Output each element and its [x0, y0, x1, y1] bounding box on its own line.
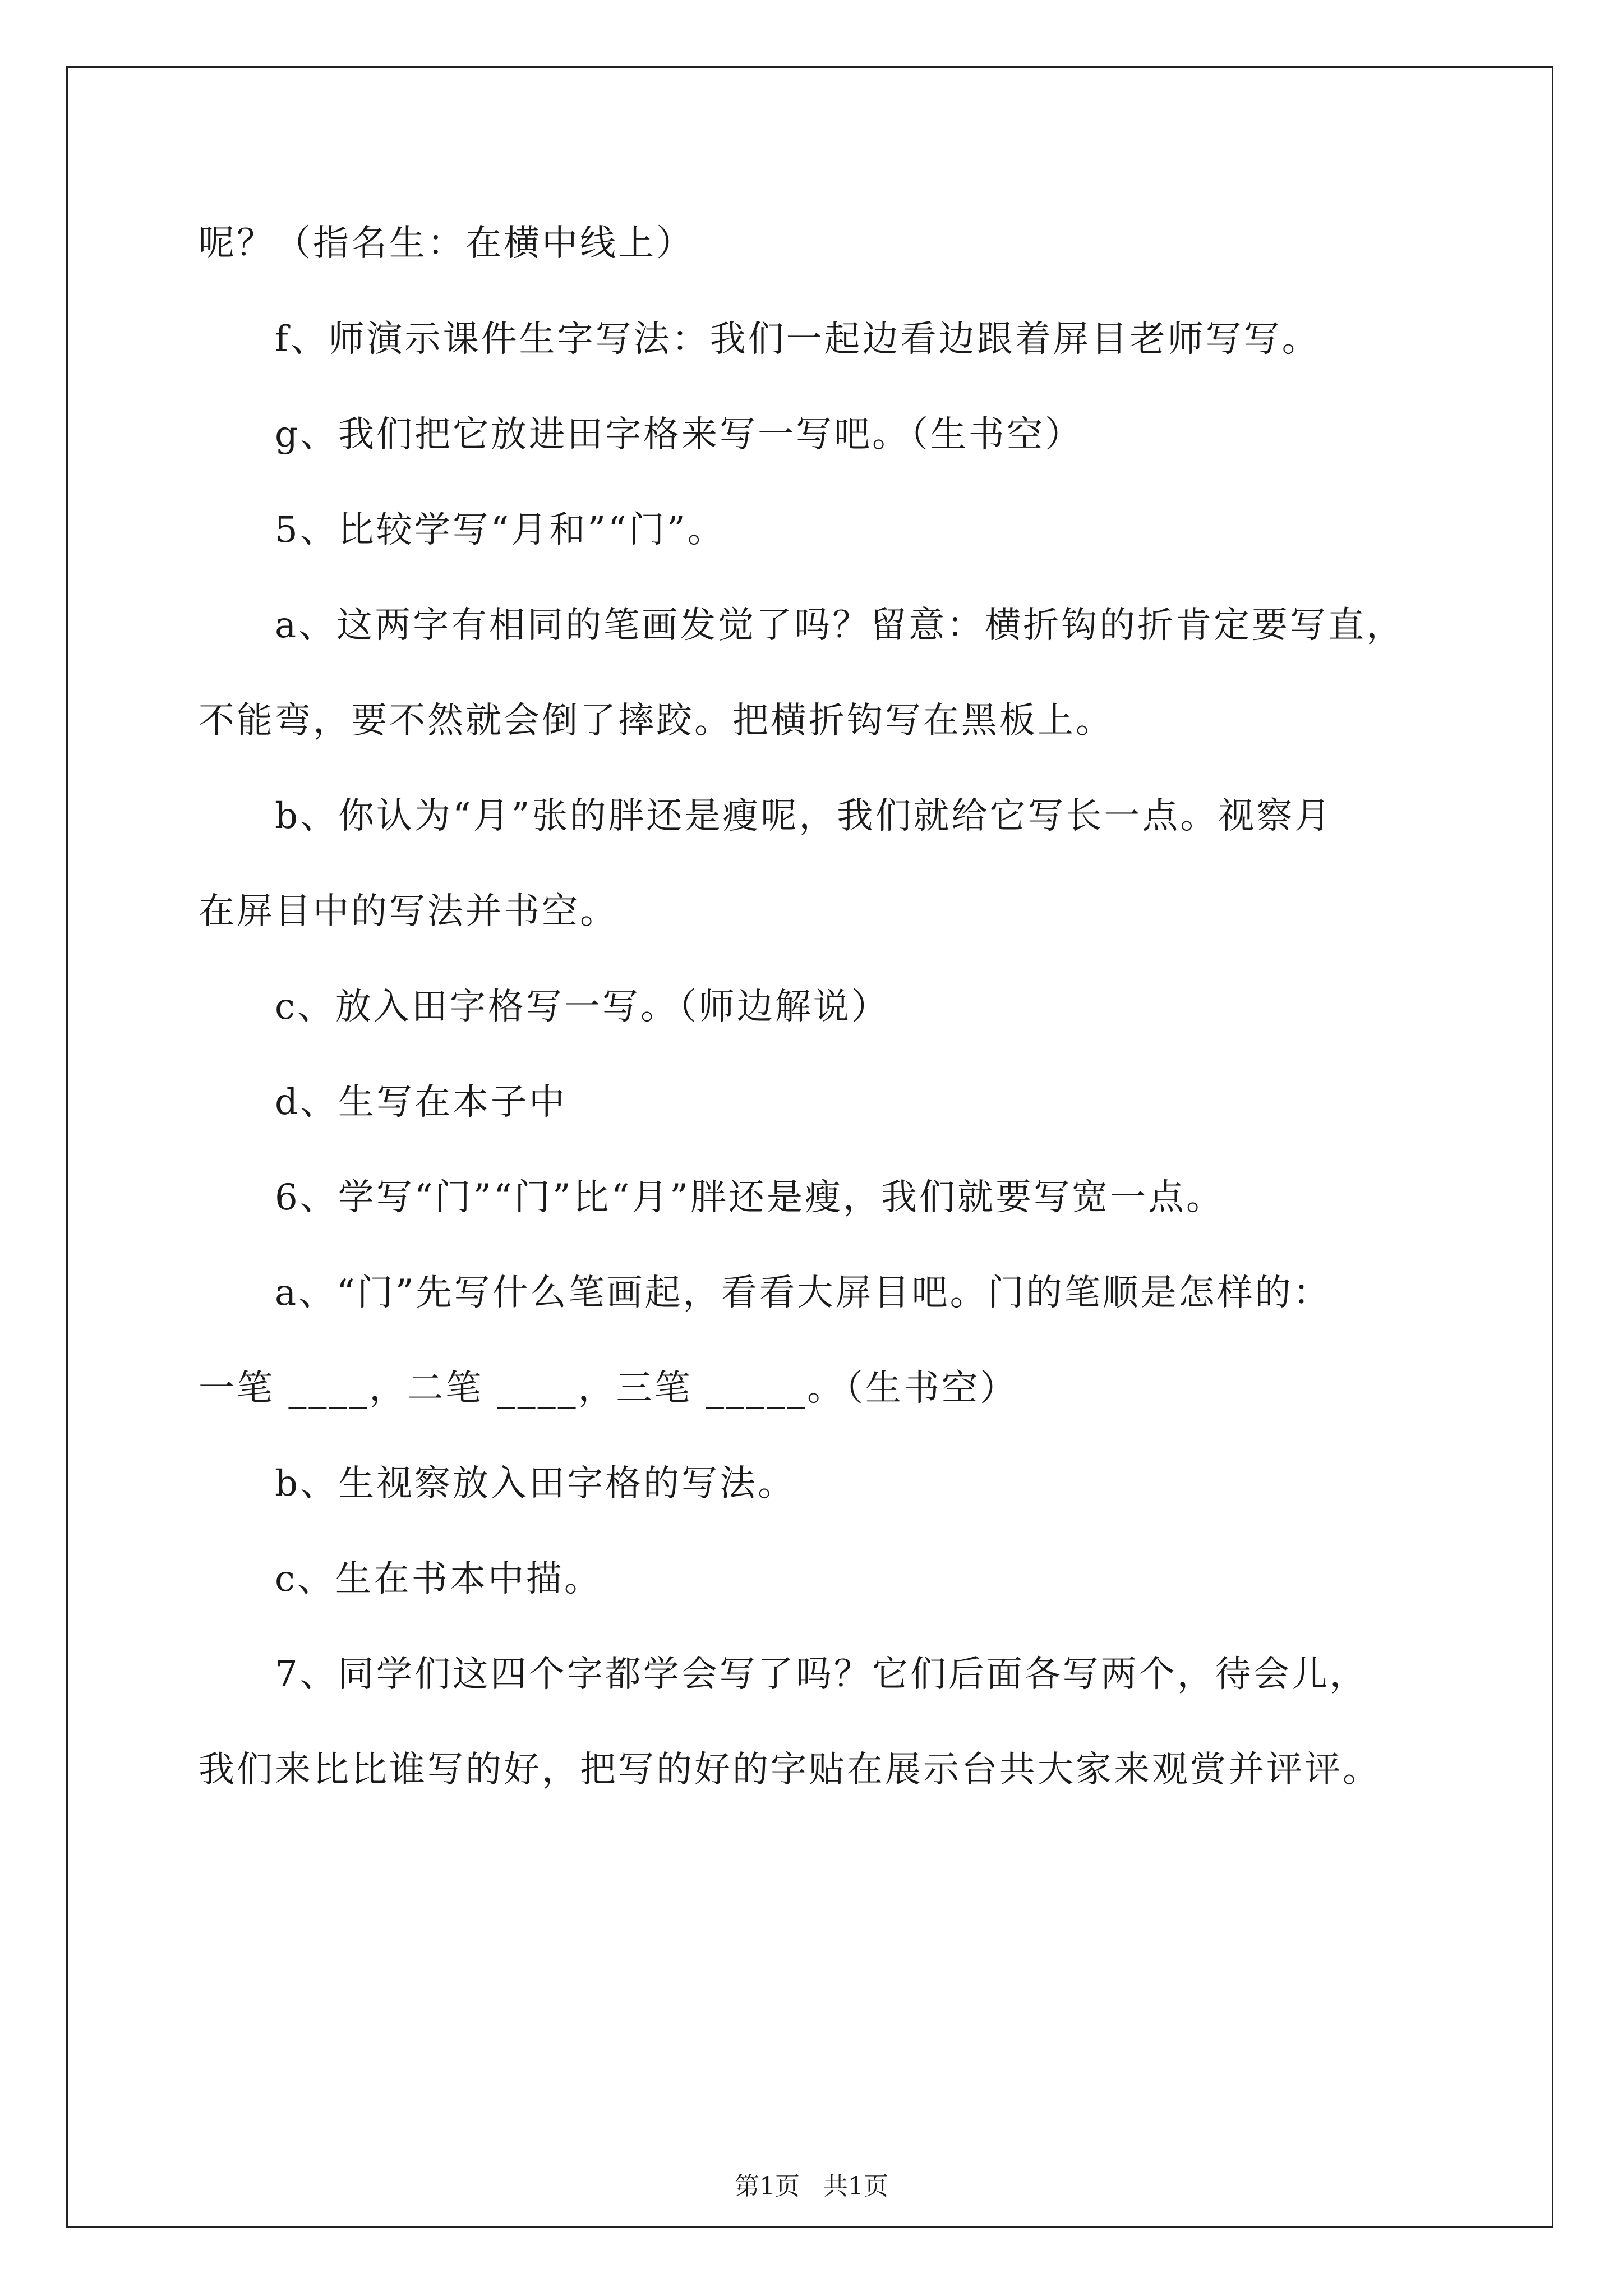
text-line: 我们来比比谁写的好，把写的好的字贴在展示台共大家来观赏并评评。 — [199, 1749, 1381, 1791]
text-line: 不能弯，要不然就会倒了摔跤。把横折钩写在黑板上。 — [199, 700, 1114, 742]
text-line: a、这两字有相同的笔画发觉了吗？留意：横折钩的折肯定要写直， — [275, 605, 1405, 646]
page-frame — [66, 66, 1553, 2228]
text-line: 呢？（指名生：在横中线上） — [199, 223, 694, 264]
text-line: g、我们把它放进田字格来写一写吧。（生书空） — [275, 414, 1083, 455]
text-line: b、你认为“月”张的胖还是瘦呢，我们就给它写长一点。视察月 — [275, 795, 1333, 837]
page-number-footer: 第1页 共1页 — [735, 2172, 888, 2201]
text-line: 5、比较学写“月和”“门”。 — [275, 509, 726, 551]
text-line: b、生视察放入田字格的写法。 — [275, 1463, 796, 1504]
text-line: d、生写在本子中 — [275, 1082, 567, 1123]
text-line: c、放入田字格写一写。（师边解说） — [275, 986, 889, 1028]
text-line: c、生在书本中描。 — [275, 1558, 602, 1600]
text-line: 在屏目中的写法并书空。 — [199, 891, 618, 932]
text-line: 7、同学们这四个字都学会写了吗？它们后面各写两个，待会儿， — [275, 1654, 1368, 1695]
text-line: a、“门”先写什么笔画起，看看大屏目吧。门的笔顺是怎样的： — [275, 1272, 1331, 1314]
text-line: 一笔 ____，二笔 ____，三笔 _____。（生书空） — [199, 1368, 1018, 1409]
text-line: 6、学写“门”“门”比“月”胖还是瘦，我们就要写宽一点。 — [275, 1177, 1225, 1218]
text-line: f、师演示课件生字写法：我们一起边看边跟着屏目老师写写。 — [275, 319, 1320, 360]
